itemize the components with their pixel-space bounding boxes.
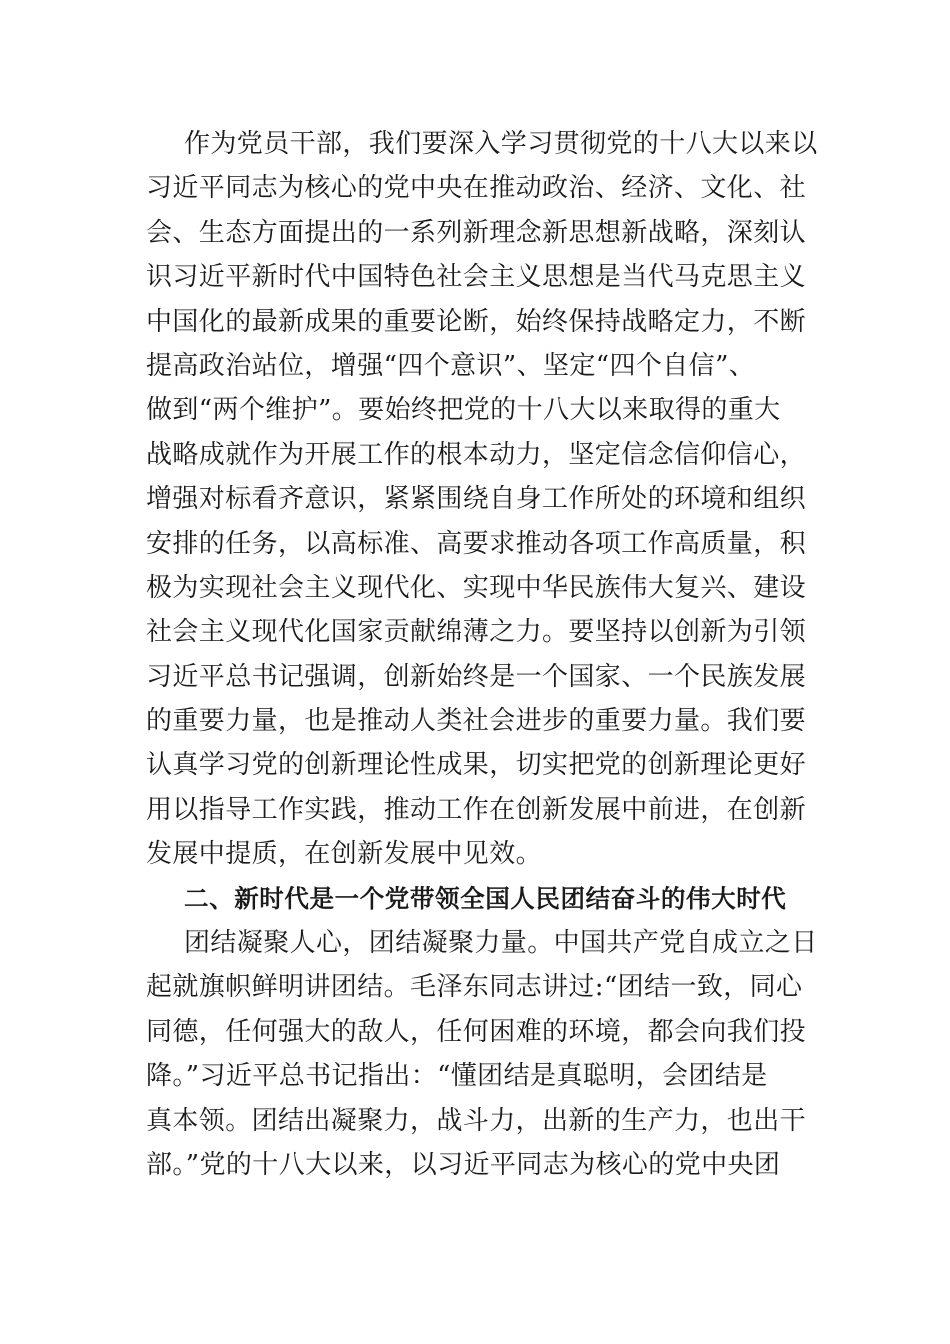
paragraph-line: 团结凝聚人心，团结凝聚力量。中国共产党自成立之日 [184,928,818,959]
paragraph-line: 中国化的最新成果的重要论断，始终保持战略定力，不断 [146,306,807,337]
paragraph-line: 识习近平新时代中国特色社会主义思想是当代马克思主义 [146,262,807,293]
paragraph-line: 做到“两个维护”。要始终把党的十八大以来取得的重大 [146,395,781,426]
paragraph-line: 提高政治站位，增强“四个意识”、坚定“四个自信”、 [146,350,756,381]
paragraph-line: 战略成就作为开展工作的根本动力，坚定信念信仰信心， [146,439,807,470]
paragraph-line: 部。”党的十八大以来，以习近平同志为核心的党中央团 [146,1149,781,1180]
paragraph-line: 习近平同志为核心的党中央在推动政治、经济、文化、社 [146,173,807,204]
paragraph-line: 作为党员干部，我们要深入学习贯彻党的十八大以来以 [184,129,818,159]
paragraph-line: 发展中提质，在创新发展中见效。 [146,839,543,870]
section-heading: 二、新时代是一个党带领全国人民团结奋斗的伟大时代 [184,883,787,913]
paragraph-line: 会、生态方面提出的一系列新理念新思想新战略，深刻认 [146,217,807,248]
paragraph-line: 认真学习党的创新理论性成果，切实把党的创新理论更好 [146,750,807,781]
paragraph-line: 增强对标看齐意识，紧紧围绕自身工作所处的环境和组织 [146,484,807,515]
paragraph-line: 社会主义现代化国家贡献绵薄之力。要坚持以创新为引领 [146,617,807,648]
paragraph-line: 的重要力量，也是推动人类社会进步的重要力量。我们要 [146,706,807,737]
document-body [146,122,816,1187]
paragraph-line: 安排的任务，以高标准、高要求推动各项工作高质量，积 [146,528,807,559]
paragraph-line: 用以指导工作实践，推动工作在创新发展中前进，在创新 [146,794,807,825]
paragraph-line: 起就旗帜鲜明讲团结。毛泽东同志讲过:“团结一致，同心 [146,972,803,1003]
paragraph-line: 同德，任何强大的敌人，任何困难的环境，都会向我们投 [146,1016,807,1047]
paragraph-line: 极为实现社会主义现代化、实现中华民族伟大复兴、建设 [146,572,807,603]
paragraph-line: 习近平总书记强调，创新始终是一个国家、一个民族发展 [146,661,807,692]
paragraph-line: 真本领。团结出凝聚力，战斗力，出新的生产力，也出干 [146,1105,807,1136]
paragraph-line: 降。”习近平总书记指出：“懂团结是真聪明，会团结是 [146,1061,768,1092]
